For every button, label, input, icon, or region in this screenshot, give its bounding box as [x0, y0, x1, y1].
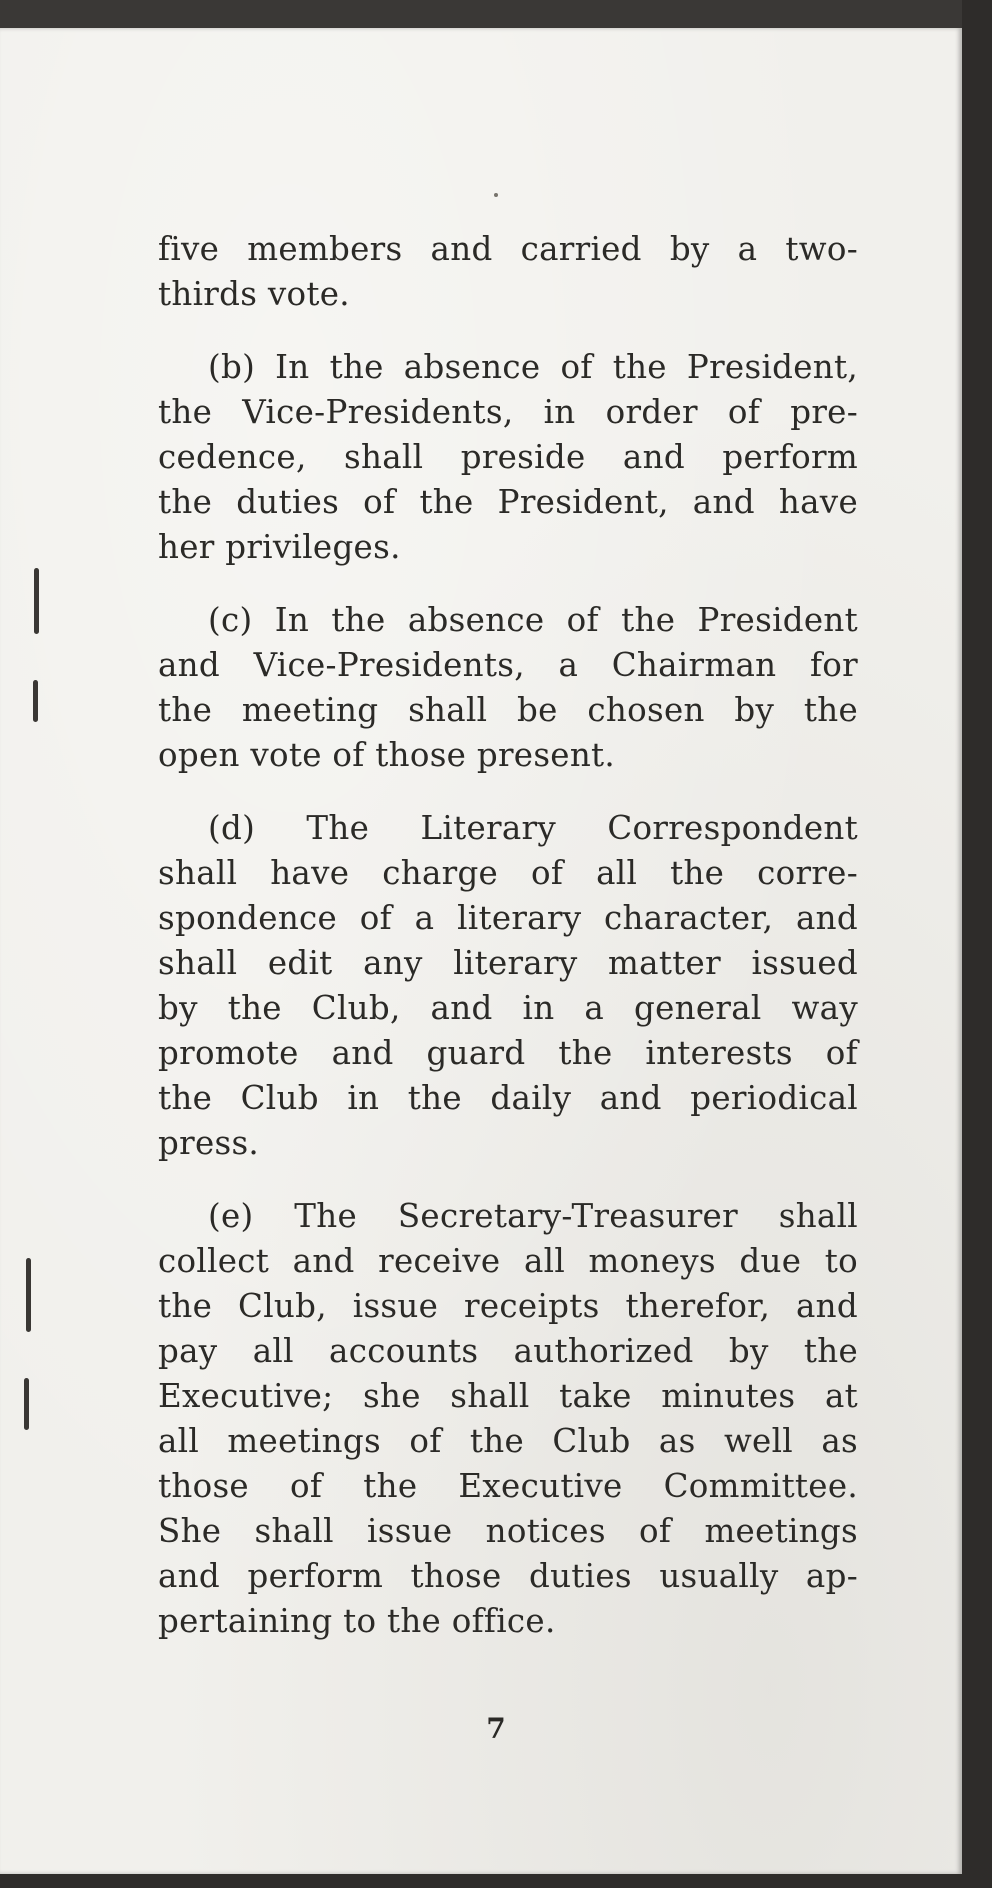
text-line: the meeting shall be chosen by the	[158, 691, 858, 729]
text-line: pay all accounts authorized by the	[158, 1332, 858, 1370]
text-line: She shall issue notices of meetings	[158, 1512, 858, 1550]
scan-edge-right	[962, 0, 992, 1888]
text-line: Executive; she shall take minutes at	[158, 1377, 858, 1415]
text-line: her privileges.	[158, 528, 401, 566]
binding-mark	[33, 680, 38, 722]
text-line: promote and guard the interests of	[158, 1034, 858, 1072]
text-line: shall edit any literary matter issued	[158, 944, 858, 982]
text-line: (d) The Literary Correspondent	[208, 809, 858, 847]
text-line: (c) In the absence of the President	[208, 601, 858, 639]
text-line: the Vice-Presidents, in order of pre-	[158, 393, 858, 431]
binding-mark	[34, 568, 39, 634]
text-line: spondence of a literary character, and	[158, 899, 858, 937]
text-line: and Vice-Presidents, a Chairman for	[158, 646, 858, 684]
text-line: the Club in the daily and periodical	[158, 1079, 858, 1117]
text-line: thirds vote.	[158, 275, 350, 313]
text-line: the Club, issue receipts therefor, and	[158, 1287, 858, 1325]
text-line: by the Club, and in a general way	[158, 989, 858, 1027]
text-line: (e) The Secretary-Treasurer shall	[208, 1197, 858, 1235]
text-line: those of the Executive Committee.	[158, 1467, 858, 1505]
text-line: shall have charge of all the corre-	[158, 854, 858, 892]
text-line: pertaining to the office.	[158, 1602, 556, 1640]
paragraph-d	[158, 806, 858, 1166]
text-line: five members and carried by a two-	[158, 230, 858, 268]
paragraph-b	[158, 345, 858, 570]
body-text	[158, 227, 858, 1672]
paragraph-e	[158, 1194, 858, 1644]
speck-mark	[494, 193, 498, 197]
text-line: collect and receive all moneys due to	[158, 1242, 858, 1280]
text-line: the duties of the President, and have	[158, 483, 858, 521]
binding-mark	[24, 1378, 29, 1430]
page-number: 7	[486, 1712, 506, 1745]
text-line: (b) In the absence of the President,	[208, 348, 858, 386]
binding-mark	[26, 1258, 31, 1332]
text-line: press.	[158, 1124, 260, 1162]
paragraph-c	[158, 598, 858, 778]
text-line: and perform those duties usually ap-	[158, 1557, 858, 1595]
text-line: cedence, shall preside and perform	[158, 438, 858, 476]
text-line: all meetings of the Club as well as	[158, 1422, 858, 1460]
scan-edge-bottom	[0, 1874, 992, 1888]
text-line: open vote of those present.	[158, 736, 616, 774]
paragraph	[158, 227, 858, 317]
